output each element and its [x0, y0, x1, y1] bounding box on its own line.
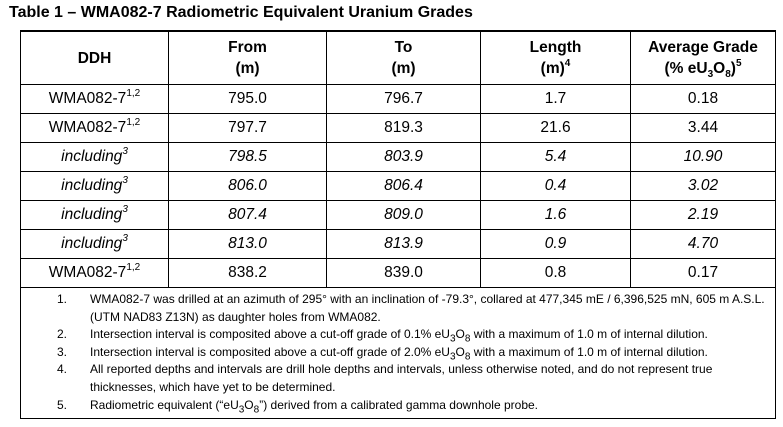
table-row — [21, 143, 776, 172]
note-part: Intersection interval is composited above a cut-off grade of 2.0% eU — [90, 344, 450, 359]
note-part: O — [244, 397, 254, 412]
footnote-2 — [57, 326, 767, 344]
footnote-4 — [57, 361, 767, 396]
header-ddh-label: DDH — [77, 49, 112, 67]
cell-grade: 3.44 — [631, 114, 776, 143]
cell-grade: 4.70 — [631, 230, 776, 259]
cell-from: 807.4 — [169, 201, 327, 230]
cell-to: 796.7 — [327, 85, 481, 114]
header-from-label: From — [228, 39, 267, 56]
footnote-number: 3. — [57, 344, 68, 359]
cell-grade: 10.90 — [631, 143, 776, 172]
ddh-text: WMA082-7 — [48, 90, 127, 107]
footnote-number: 1. — [57, 292, 68, 306]
notes-row — [21, 288, 776, 419]
cell-ddh — [21, 201, 169, 230]
cell-to: 813.9 — [327, 230, 481, 259]
footnotes — [21, 288, 776, 419]
cell-length: 5.4 — [481, 143, 631, 172]
table-row — [21, 114, 776, 143]
ddh-text: WMA082-7 — [48, 264, 127, 281]
cell-length: 1.6 — [481, 201, 631, 230]
note-sub: 8 — [253, 403, 260, 415]
ddh-footnote: 3 — [122, 232, 128, 244]
cell-ddh — [21, 143, 169, 172]
note-part: O — [455, 344, 465, 359]
table-row — [21, 230, 776, 259]
cell-length: 0.9 — [481, 230, 631, 259]
footnote-text — [90, 327, 708, 345]
grade-unit-sub: 3 — [707, 69, 714, 81]
cell-to: 809.0 — [327, 201, 481, 230]
ddh-text: including — [61, 148, 123, 165]
cell-to: 806.4 — [327, 172, 481, 201]
footnote-text — [90, 397, 539, 415]
cell-to: 819.3 — [327, 114, 481, 143]
cell-from: 795.0 — [169, 85, 327, 114]
cell-from: 813.0 — [169, 230, 327, 259]
cell-length: 1.7 — [481, 85, 631, 114]
header-length-unit: (m) — [540, 60, 565, 77]
header-from-unit: (m) — [235, 60, 260, 77]
cell-length: 21.6 — [481, 114, 631, 143]
cell-ddh — [21, 85, 169, 114]
header-to — [327, 31, 481, 85]
grade-unit-part: (% eU — [664, 60, 708, 77]
grade-unit-part: ) — [730, 60, 736, 77]
cell-to: 839.0 — [327, 259, 481, 288]
ddh-text: including — [61, 177, 123, 194]
ddh-text: WMA082-7 — [48, 119, 127, 136]
cell-from: 797.7 — [169, 114, 327, 143]
note-sub: 3 — [449, 333, 456, 345]
header-length — [481, 31, 631, 85]
table-row — [21, 259, 776, 288]
cell-grade: 3.02 — [631, 172, 776, 201]
grade-unit-part: O — [713, 60, 726, 77]
ddh-footnote: 1,2 — [126, 116, 141, 128]
note-part: Intersection interval is composited above a cut-off grade of 0.1% eU — [90, 327, 450, 342]
grade-unit-sub: 8 — [725, 69, 731, 81]
note-part: ”) derived from a calibrated gamma downhole probe. — [259, 397, 539, 412]
note-part: with a maximum of 1.0 m of internal dilution. — [470, 327, 708, 342]
ddh-text: including — [61, 235, 123, 252]
cell-from: 798.5 — [169, 143, 327, 172]
cell-from: 838.2 — [169, 259, 327, 288]
cell-ddh — [21, 259, 169, 288]
header-row — [21, 31, 776, 85]
header-to-label: To — [394, 39, 413, 56]
footnote-text: All reported depths and intervals are drill hole depths and intervals, unless otherwise noted, and do not represent true thicknesses, which have yet to be determined. — [90, 362, 713, 394]
header-from — [169, 31, 327, 85]
header-ddh — [21, 31, 169, 85]
header-length-footnote: 4 — [564, 57, 571, 69]
footnote-5 — [57, 397, 767, 415]
cell-to: 803.9 — [327, 143, 481, 172]
table-row — [21, 201, 776, 230]
cell-length: 0.4 — [481, 172, 631, 201]
table-title: Table 1 – WMA082-7 Radiometric Equivalent Uranium Grades — [9, 4, 473, 21]
cell-grade: 2.19 — [631, 201, 776, 230]
footnote-number: 5. — [57, 397, 68, 412]
footnote-number: 4. — [57, 362, 68, 377]
note-part: Radiometric equivalent (“eU — [90, 397, 239, 412]
ddh-text: including — [61, 206, 123, 223]
header-length-label: Length — [529, 39, 582, 56]
header-grade-unit — [664, 60, 736, 81]
ddh-footnote: 1,2 — [126, 261, 141, 273]
footnote-text: WMA082-7 was drilled at an azimuth of 295° with an inclination of -79.3°, collared at 477,345 mE / 6,396,525 mN, 605 m A.S.L. (UTM NAD83 Z13N) as daughter holes from WMA082. — [90, 292, 765, 324]
footnote-number: 2. — [57, 327, 68, 342]
ddh-footnote: 3 — [122, 174, 128, 186]
header-grade-footnote: 5 — [735, 57, 742, 69]
ddh-footnote: 3 — [122, 145, 128, 157]
cell-ddh — [21, 230, 169, 259]
grades-table — [20, 30, 776, 419]
header-grade-label: Average Grade — [648, 39, 758, 56]
cell-length: 0.8 — [481, 259, 631, 288]
footnote-3 — [57, 344, 767, 362]
cell-ddh — [21, 172, 169, 201]
header-to-unit: (m) — [391, 60, 416, 77]
note-sub: 8 — [464, 333, 471, 345]
table-row — [21, 172, 776, 201]
note-part: with a maximum of 1.0 m of internal dilution. — [470, 344, 708, 359]
cell-grade: 0.18 — [631, 85, 776, 114]
ddh-footnote: 3 — [122, 203, 128, 215]
footnote-text — [90, 344, 708, 363]
note-sub: 3 — [449, 351, 456, 363]
cell-from: 806.0 — [169, 172, 327, 201]
note-part: O — [455, 327, 465, 342]
header-grade — [631, 31, 776, 85]
ddh-footnote: 1,2 — [126, 87, 141, 99]
note-sub: 3 — [238, 403, 245, 415]
note-sub: 8 — [464, 351, 471, 363]
cell-ddh — [21, 114, 169, 143]
cell-grade: 0.17 — [631, 259, 776, 288]
table-row — [21, 85, 776, 114]
footnote-1 — [57, 291, 767, 326]
